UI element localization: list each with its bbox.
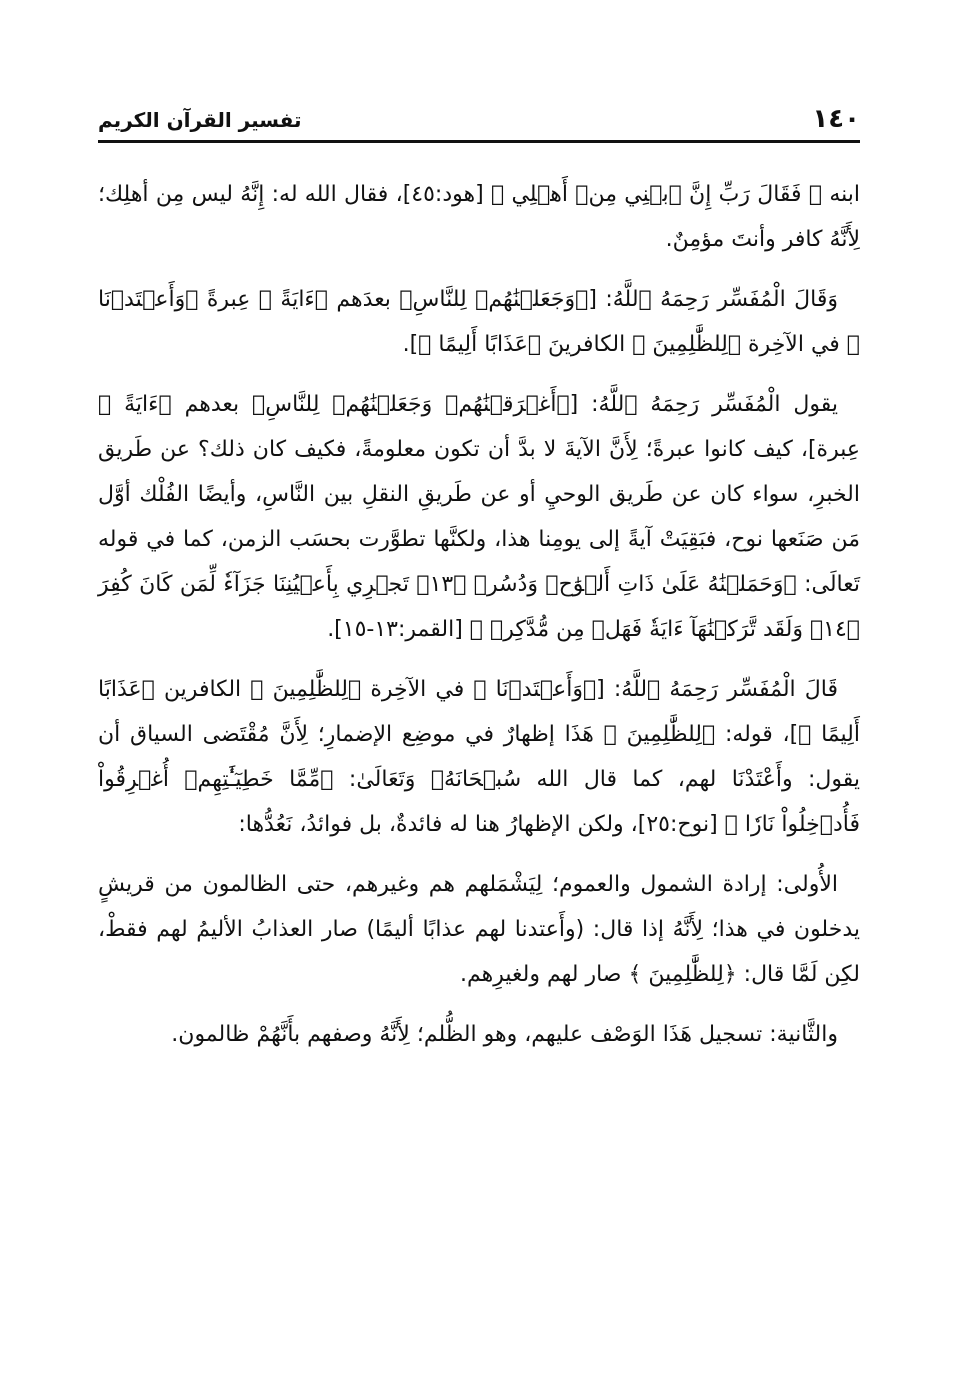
paragraph-1: ابنه ﴿ فَقَالَ رَبِّ إِنَّ ٱبۡنِي مِنۡ أَهۡلِي ﴾ [هود:٤٥]، فقال الله له: إِنَّهُ ليس مِن أهلِك؛ لِأَنَّهُ كافر وأنتَ مؤمِنٌ. xyxy=(98,182,860,252)
page-body xyxy=(98,172,860,1072)
paragraph-6: والثَّانية: تسجيل هَذَا الوَصْف عليهم، وهو الظُّلم؛ لِأَنَّهُ وصفهم بأَنَّهُمْ ظالمون. xyxy=(171,1022,838,1047)
running-header xyxy=(98,100,860,143)
paragraph-2: وَقَالَ الْمُفَسِّر رَحِمَهُ ٱللَّهُ: [﴿وَجَعَلۡنَٰهُمۡ لِلنَّاسِ﴾ بعدَهم ﴿ءَايَةً ﴾ عِبرةً ﴿وَأَعۡتَدۡنَا ﴾ في الآخِرة ﴿لِلظَّٰلِمِينَ ﴾ الكافرينَ ﴿عَذَابًا أَلِيمًا ﴾]. xyxy=(98,287,860,357)
book-title: تفسير القرآن الكريم xyxy=(98,108,302,132)
paragraph-5: الأُولى: إرادة الشمول والعموم؛ لِيَشْمَلهم هم وغيرهم، حتى الظالمون من قريشٍ يدخلون في هذا؛ لِأَنَّهُ إذا قال: (وأَعتدنا لهم عذابًا أليمًا) صار العذابُ الأليمُ لهم فقطْ، لكِن لَمَّا قال: ﴿لِلظَّٰلِمِينَ ﴾ صار لهم ولغيرِهم. xyxy=(98,872,860,987)
paragraph-4: قَالَ الْمُفَسِّر رَحِمَهُ ٱللَّهُ: [﴿وَأَعۡتَدۡنَا ﴾ في الآخِرة ﴿لِلظَّٰلِمِينَ ﴾ الكافرين ﴿عَذَابًا أَلِيمًا ﴾]، قوله: ﴿لِلظَّٰلِمِينَ ﴾ هَذَا إظهارٌ في موضِع الإضمارِ؛ لِأَنَّ مُقْتَضى السياق أن يقول: وأَعْتَدْنَا لهم، كما قال الله سُبۡحَانَهُۥ وَتَعَالَىٰ: ﴿مِّمَّا خَطِيٓـَٰٔتِهِمۡ أُغۡرِقُواْ فَأُدۡخِلُواْ نَارٗا ﴾ [نوح:٢٥]، ولكن الإظهارُ هنا له فائدةٌ، بل فوائدُ، نَعُدُّها: xyxy=(98,677,860,837)
paragraph-3: يقول الْمُفَسِّر رَحِمَهُ ٱللَّهُ: [﴿أَغۡرَقۡنَٰهُمۡ وَجَعَلۡنَٰهُمۡ لِلنَّاسِ﴾ بعدهم ﴿ءَايَةً ﴾ عِبرة]، كيف كانوا عبرةً؛ لِأَنَّ الآيةَ لا بدَّ أن تكون معلومةً، فكيف كان ذلك؟ عن طَريق الخبرِ، سواء كان عن طَريق الوحيِ أو عن طَريقِ النقلِ بين النَّاسِ، وأيضًا الفُلْك أوَّل مَن صَنَعها نوح، فبَقِيَتْ آيةً إلى يومِنا هذا، ولكنَّها تطوَّرت بحسَب الزمن، كما في قوله تَعالَى: ﴿وَحَمَلۡنَٰهُ عَلَىٰ ذَاتِ أَلۡوَٰحٖ وَدُسُرٖ ﴿١٣﴾ تَجۡرِي بِأَعۡيُنِنَا جَزَآءٗ لِّمَن كَانَ كُفِرَ ﴿١٤﴾ وَلَقَد تَّرَكۡنَٰهَآ ءَايَةٗ فَهَلۡ مِن مُّدَّكِرٖ ﴾ [القمر:١٣-١٥]. xyxy=(98,392,860,642)
page-number: ١٤٠ xyxy=(812,104,860,134)
